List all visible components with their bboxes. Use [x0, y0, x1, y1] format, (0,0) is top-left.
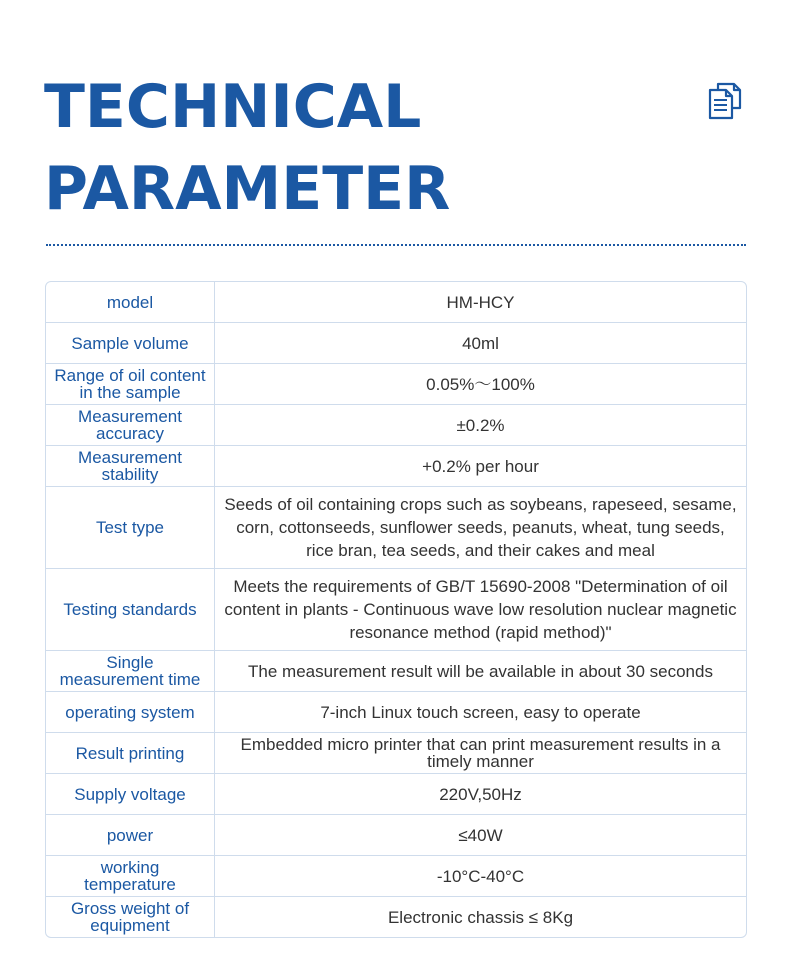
spec-label: model [46, 282, 215, 323]
page-title-line-2: PARAMETER [44, 154, 451, 224]
spec-label: power [46, 815, 215, 856]
spec-label: operating system [46, 692, 215, 733]
spec-value: Seeds of oil containing crops such as soybeans, rapeseed, sesame, corn, cottonseeds, sunflower seeds, peanuts, wheat, tung seeds, rice bran, tea seeds, and their cakes and meal [215, 487, 747, 569]
table-row [46, 323, 746, 364]
table-row [46, 856, 746, 897]
table-row [46, 815, 746, 856]
spec-label: Range of oil content in the sample [46, 364, 215, 405]
table-row [46, 733, 746, 774]
table-row [46, 651, 746, 692]
table-row [46, 692, 746, 733]
spec-label: Measurement accuracy [46, 405, 215, 446]
spec-label: Testing standards [46, 569, 215, 651]
table-row [46, 282, 746, 323]
spec-value: ≤40W [215, 815, 747, 856]
table-row [46, 487, 746, 569]
spec-label: Gross weight of equipment [46, 897, 215, 938]
spec-value: +0.2% per hour [215, 446, 747, 487]
table-row [46, 774, 746, 815]
spec-value: -10°C-40°C [215, 856, 747, 897]
spec-label: Test type [46, 487, 215, 569]
table-row [46, 364, 746, 405]
spec-label: Single measurement time [46, 651, 215, 692]
table-row [46, 569, 746, 651]
table-row [46, 405, 746, 446]
spec-label: working temperature [46, 856, 215, 897]
spec-value: Electronic chassis ≤ 8Kg [387, 907, 574, 927]
page-title [44, 66, 450, 230]
spec-value: 7-inch Linux touch screen, easy to operate [215, 692, 747, 733]
title-divider [46, 244, 746, 246]
spec-label: Result printing [46, 733, 215, 774]
spec-label: Measurement stability [46, 446, 215, 487]
spec-value: 220V,50Hz [215, 774, 747, 815]
table-row [46, 897, 746, 938]
spec-value: 0.05%～100% [215, 364, 747, 405]
spec-value: Meets the requirements of GB/T 15690-2008 "Determination of oil content in plants - Continuous wave low resolution nuclear magnetic resonance method (rapid method)" [215, 569, 747, 651]
table-row [46, 446, 746, 487]
spec-value: The measurement result will be available in about 30 seconds [215, 651, 747, 692]
spec-value: ±0.2% [215, 405, 747, 446]
spec-table [45, 281, 747, 938]
spec-label: Sample volume [46, 323, 215, 364]
document-icon [708, 81, 748, 121]
spec-label: Supply voltage [46, 774, 215, 815]
spec-value: HM-HCY [215, 282, 747, 323]
page-title-line-1: TECHNICAL [44, 72, 422, 142]
spec-value: 40ml [215, 323, 747, 364]
spec-value: Embedded micro printer that can print measurement results in a timely manner [215, 733, 747, 774]
